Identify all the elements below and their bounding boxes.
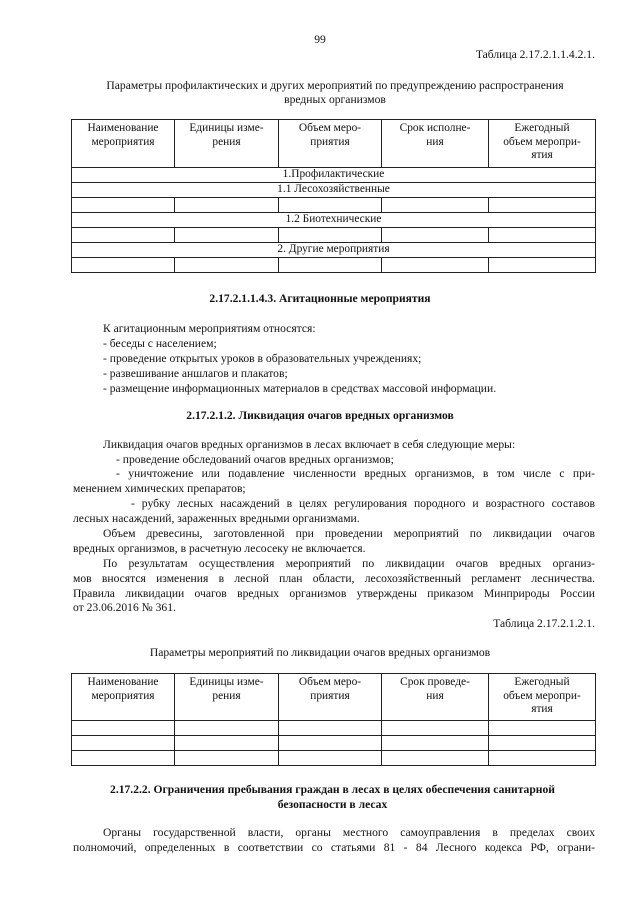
table1: [71, 119, 596, 273]
agitation-line: - беседы с населением;: [103, 337, 217, 350]
liquidation-line: вредных организмов, в расчетную лесосеку не включается.: [73, 542, 366, 555]
table2-header-name: Наименование мероприятия: [72, 674, 175, 721]
table2-header-volume: Объем меро- приятия: [279, 674, 382, 721]
heading-agitation: 2.17.2.1.1.4.3. Агитационные мероприятия: [209, 292, 431, 305]
table1-header-term: Срок исполне- ния: [382, 120, 489, 168]
table1-empty-row: [72, 228, 596, 243]
heading-liquidation: 2.17.2.1.2. Ликвидация очагов вредных организмов: [186, 409, 454, 422]
table1-empty-row: [72, 258, 596, 273]
table1-section-row: 1.2 Биотехнические: [72, 213, 596, 228]
liquidation-line: Правила ликвидации очагов вредных организмов утверждены приказом Минприроды России: [73, 587, 595, 600]
table2-header-term: Срок проведе- ния: [382, 674, 489, 721]
restrictions-line: Органы государственной власти, органы местного самоуправления в пределах своих: [103, 826, 595, 839]
table1-section-row: 2. Другие мероприятия: [72, 243, 596, 258]
heading-restrictions-line: безопасности в лесах: [277, 798, 388, 811]
liquidation-line: мов вносятся изменения в лесной план области, лесохозяйственный регламент лесничества.: [73, 572, 595, 585]
liquidation-line: По результатам осуществления мероприятий по ликвидации очагов вредных организ-: [103, 557, 595, 570]
liquidation-line: Объем древесины, заготовленной при проведении мероприятий по ликвидации очагов: [103, 527, 595, 540]
table2-title: Параметры мероприятий по ликвидации очагов вредных организмов: [149, 646, 491, 659]
liquidation-line: - рубку лесных насаждений в целях регулирования породного и возрастного составов: [131, 497, 595, 510]
page-number: 99: [314, 33, 326, 46]
table1-title: [60, 79, 610, 107]
liquidation-line: - проведение обследований очагов вредных организмов;: [116, 453, 394, 466]
table1-empty-row: [72, 198, 596, 213]
table1-header-row: [72, 120, 596, 168]
liquidation-line: Ликвидация очагов вредных организмов в лесах включает в себя следующие меры:: [103, 438, 516, 451]
table1-section-row: 1.1 Лесохозяйственные: [72, 183, 596, 198]
table2: [71, 673, 596, 766]
table2-label: Таблица 2.17.2.1.2.1.: [493, 617, 595, 630]
table1-header-volume: Объем меро- приятия: [279, 120, 382, 168]
heading-restrictions-line: 2.17.2.2. Ограничения пребывания граждан в лесах в целях обеспечения санитарной: [110, 783, 555, 796]
table1-header-annual: Ежегодный объем меропри- ятия: [489, 120, 596, 168]
heading-restrictions: [60, 782, 605, 812]
table1-title-line: Параметры профилактических и других мероприятий по предупреждению распространения: [106, 79, 564, 92]
liquidation-line: лесных насаждений, зараженных вредными организмами.: [73, 512, 360, 525]
table2-empty-row: [72, 721, 596, 736]
table1-header-units: Единицы изме- рения: [175, 120, 279, 168]
table1-title-line: вредных организмов: [284, 93, 386, 106]
liquidation-line: менением химических препаратов;: [73, 482, 246, 495]
liquidation-line: от 23.06.2016 № 361.: [73, 601, 176, 614]
liquidation-line: - уничтожение или подавление численности вредных организмов, в том числе с при-: [116, 467, 595, 480]
agitation-line: - проведение открытых уроков в образовательных учреждениях;: [103, 352, 422, 365]
table2-empty-row: [72, 751, 596, 766]
agitation-line: К агитационным мероприятиям относятся:: [103, 322, 316, 335]
agitation-line: - развешивание аншлагов и плакатов;: [103, 367, 288, 380]
table1-label: Таблица 2.17.2.1.1.4.2.1.: [475, 48, 595, 61]
agitation-list: [103, 321, 496, 396]
table2-header-units: Единицы изме- рения: [175, 674, 279, 721]
restrictions-line: полномочий, определенных в соответствии со статьями 81 - 84 Лесного кодекса РФ, ограни-: [73, 841, 595, 854]
agitation-line: - размещение информационных материалов в средствах массовой информации.: [103, 382, 497, 395]
table2-header-annual: Ежегодный объем меропри- ятия: [489, 674, 596, 721]
table1-section-row: 1.Профилактические: [72, 168, 596, 183]
table2-header-row: [72, 674, 596, 721]
table1-header-name: Наименование мероприятия: [72, 120, 175, 168]
table2-empty-row: [72, 736, 596, 751]
